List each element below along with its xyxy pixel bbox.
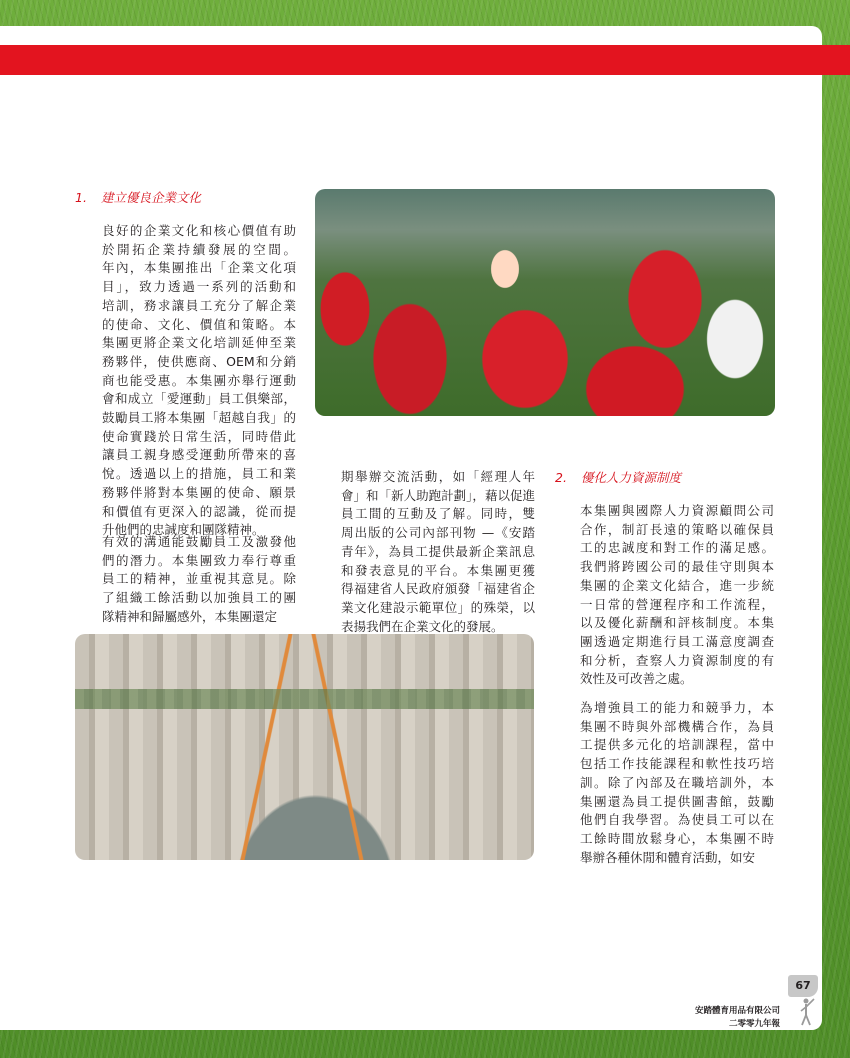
text-line: 鼓勵員工將本集團「超越自我」的 (102, 410, 296, 426)
text-line: 有效的溝通能鼓勵員工及激發他 (102, 534, 296, 549)
section-1-paragraph-3 (341, 468, 535, 636)
text-line: 和價值有更深入的認識，從而提 (102, 503, 296, 519)
text-line: 本集團與國際人力資源顧問公司 (580, 503, 774, 518)
section-2-number: 2. (555, 470, 567, 485)
section-1-paragraph-2 (102, 533, 296, 627)
header-red-band (0, 45, 850, 75)
text-line: 隊精神和歸屬感外，本集團還定 (102, 608, 278, 624)
section-1-number: 1. (75, 190, 87, 205)
factory-floor-photo (75, 634, 534, 860)
text-line: 了組織工餘活動以加強員工的團 (102, 590, 296, 606)
section-2-paragraph-2 (580, 699, 774, 867)
text-line: 合作，制訂長遠的策略以確保員 (580, 521, 774, 537)
text-line: 悅。透過以上的措施，員工和業 (102, 466, 296, 482)
text-line: 們的潛力。本集團致力奉行尊重 (102, 552, 296, 568)
text-line: 我們將跨國公司的最佳守則與本 (580, 559, 774, 575)
text-line: 得福建省人民政府頒發「福建省企 (341, 581, 535, 597)
text-line: 團透過定期進行員工滿意度調查 (580, 633, 774, 649)
text-line: 集團不時與外部機構合作，為員 (580, 718, 774, 734)
text-line: 商也能受惠。本集團亦舉行運動 (102, 372, 296, 388)
text-line: 工餘時間放鬆身心，本集團不時 (580, 830, 774, 846)
factory-plants-row (75, 689, 534, 709)
text-line: 和分析，查察人力資源制度的有 (580, 652, 774, 668)
text-line: 讓員工親身感受運動所帶來的喜 (102, 447, 296, 463)
text-line: 使命實踐於日常生活，同時借此 (102, 428, 296, 444)
text-line: 期舉辦交流活動，如「經理人年 (341, 469, 535, 484)
text-line: 和發表意見的平台。本集團更獲 (341, 562, 535, 578)
text-line: 升他們的忠誠度和團隊精神。 (102, 522, 265, 538)
text-line: 為增強員工的能力和競爭力，本 (580, 700, 774, 715)
text-line: 周出版的公司內部刊物 —《安踏 (341, 525, 535, 541)
text-line: 良好的企業文化和核心價值有助 (102, 223, 296, 238)
text-line: 集團更將企業文化培訓延伸至業 (102, 335, 296, 351)
text-line: 集團還為員工提供圖書館，鼓勵 (580, 793, 774, 809)
text-line: 效性及可改善之處。 (580, 671, 693, 687)
tug-of-war-photo (315, 189, 775, 416)
footer-company-info (695, 1005, 780, 1031)
text-line: 於開拓企業持續發展的空間。 (102, 241, 296, 257)
text-line: 員工的精神，並重視其意見。除 (102, 571, 296, 587)
footer-report-name: 二零零九年報 (728, 1019, 780, 1029)
section-2-title: 優化人力資源制度 (581, 470, 682, 485)
text-line: 會和成立「愛運動」員工俱樂部， (102, 391, 296, 407)
text-line: 工提供多元化的培訓課程，當中 (580, 737, 774, 753)
section-2-paragraph-1 (580, 502, 774, 689)
footer-company-name: 安踏體育用品有限公司 (694, 1006, 780, 1016)
section-2-heading (555, 468, 681, 486)
text-line: 培訓，務求讓員工充分了解企業 (102, 297, 296, 313)
text-line: 員工間的互動及了解。同時，雙 (341, 506, 535, 522)
section-1-heading (75, 188, 201, 206)
text-line: 集團的企業文化結合，進一步統 (580, 577, 774, 593)
text-line: 的使命、文化、價值和策略。本 (102, 316, 296, 332)
text-line: 一日常的營運程序和工作流程， (580, 596, 774, 612)
text-line: 工的忠誠度和對工作的滿足感。 (580, 540, 774, 556)
text-line: 務夥伴將對本集團的使命、願景 (102, 484, 296, 500)
section-1-title: 建立優良企業文化 (101, 190, 202, 205)
text-line: 他們自我學習。為使員工可以在 (580, 812, 774, 828)
text-line: 舉辦各種休閒和體育活動，如安 (580, 849, 756, 865)
runner-logo-icon (798, 997, 818, 1027)
text-line: 業文化建設示範單位」的殊榮，以 (341, 599, 535, 615)
text-line: 以及優化薪酬和評核制度。本集 (580, 615, 774, 631)
page-number: 67 (788, 975, 818, 997)
text-line: 青年》，為員工提供最新企業訊息 (341, 543, 535, 559)
text-line: 包括工作技能課程和軟性技巧培 (580, 756, 774, 772)
section-1-paragraph-1 (102, 222, 296, 540)
text-line: 目」，致力透過一系列的活動和 (102, 279, 296, 295)
text-line: 務夥伴，使供應商、OEM和分銷 (102, 353, 296, 369)
text-line: 表揚我們在企業文化的發展。 (341, 618, 504, 634)
text-line: 會」和「新人助跑計劃」，藉以促進 (341, 487, 535, 503)
text-line: 訓。除了內部及在職培訓外，本 (580, 774, 774, 790)
text-line: 年內，本集團推出「企業文化項 (102, 260, 296, 276)
